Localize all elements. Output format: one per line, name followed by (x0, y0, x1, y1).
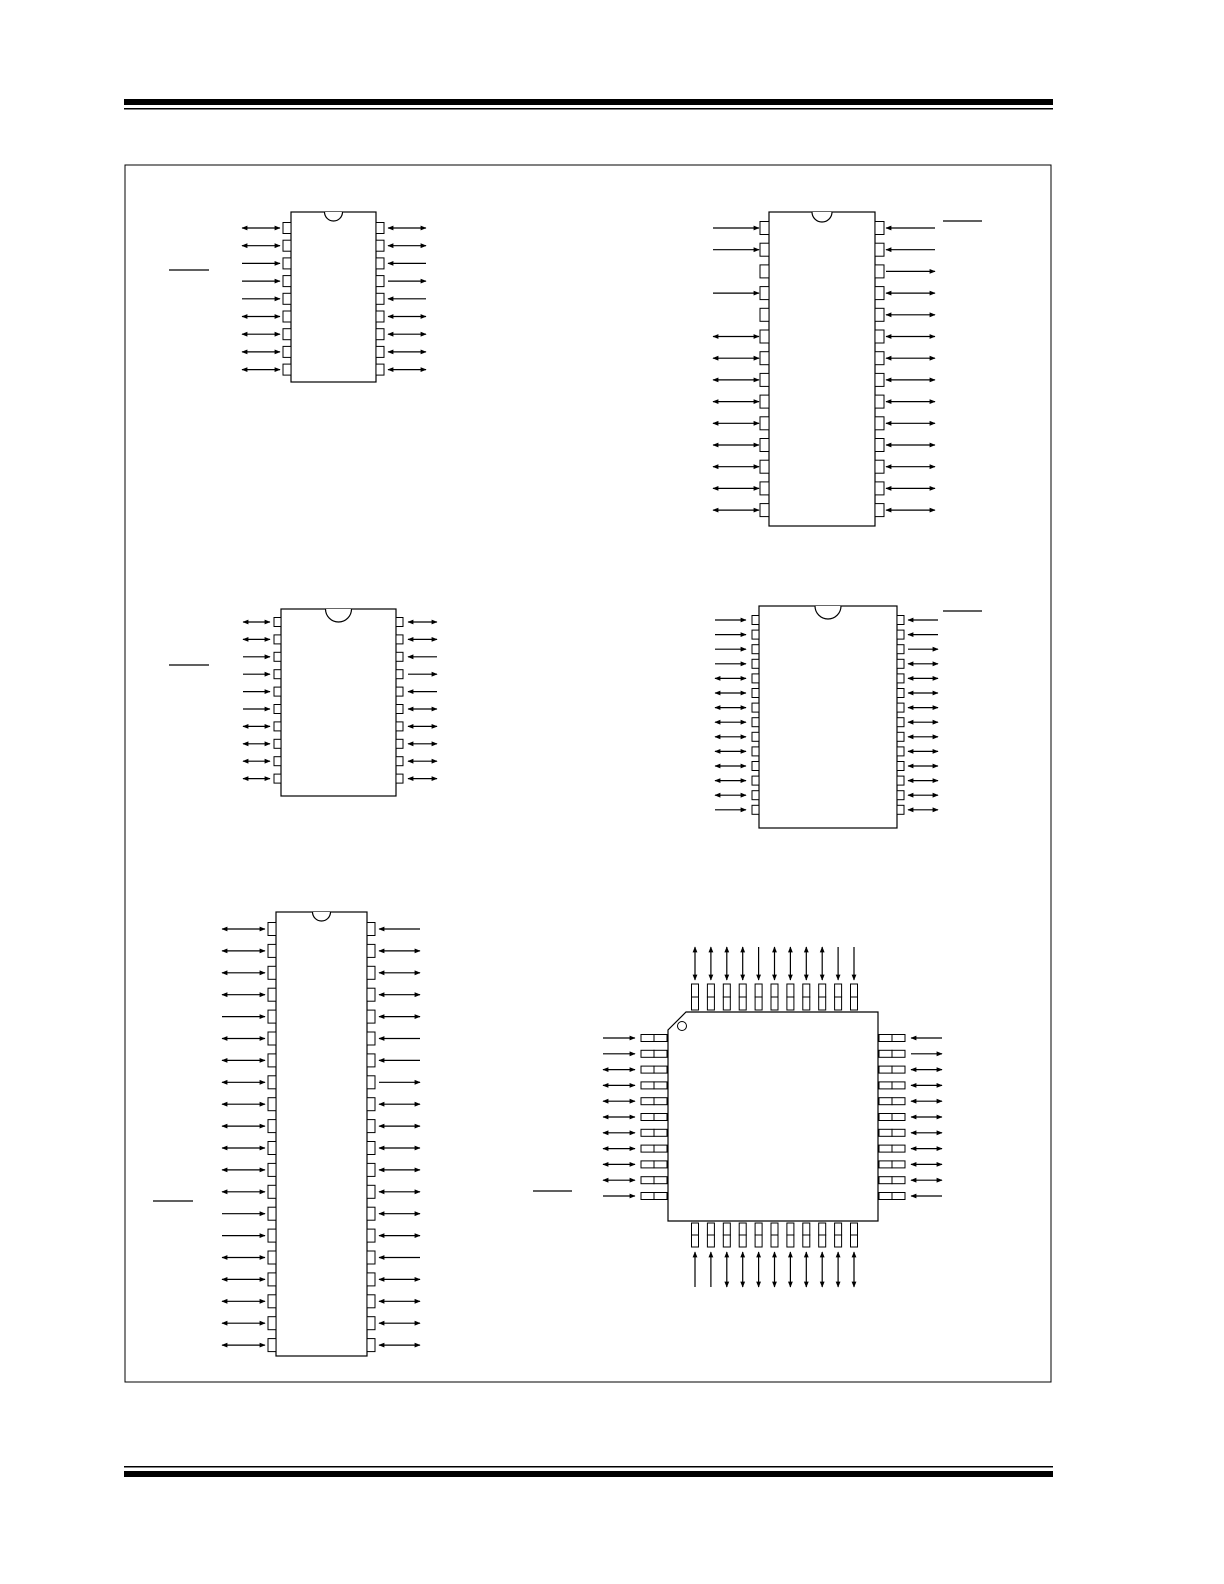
ssop-20-right-pin (396, 635, 403, 644)
ssop-20-right-pin (396, 739, 403, 748)
ssop-20-left-pin (274, 687, 281, 696)
tqfp-44-left-pin (654, 1050, 667, 1057)
dip-40-left-pin (268, 944, 276, 957)
tqfp-44-left-pin (641, 1050, 654, 1057)
tqfp-44-left-pin (654, 1193, 667, 1200)
ssop-28-left-pin (752, 630, 759, 639)
dip-40-package-body (276, 912, 367, 1356)
ssop-20-left-pin (274, 722, 281, 731)
tqfp-44-left-pin (654, 1177, 667, 1184)
dip-40-left-pin (268, 1076, 276, 1089)
dip-18-diagram (169, 212, 426, 382)
dip-28-left-pin (760, 482, 769, 495)
dip-40-left-pin (268, 1273, 276, 1286)
dip-28-right-pin (875, 373, 884, 386)
dip-18-right-pin (376, 240, 384, 251)
dip-40-right-pin (367, 944, 375, 957)
tqfp-44-top-pin (739, 984, 746, 997)
tqfp-44-diagram (533, 947, 942, 1287)
tqfp-44-bottom-pin (692, 1223, 699, 1235)
tqfp-44-right-pin (879, 1035, 892, 1042)
dip-40-right-pin (367, 1339, 375, 1352)
tqfp-44-right-pin (892, 1177, 905, 1184)
dip-28-right-pin (875, 287, 884, 300)
tqfp-44-top-pin (819, 997, 826, 1010)
dip-18-right-pin (376, 364, 384, 375)
tqfp-44-right-pin (892, 1161, 905, 1168)
tqfp-44-package-body (668, 1012, 878, 1221)
dip-18-left-pin (283, 364, 291, 375)
dip-18-left-pin (283, 329, 291, 340)
dip-28-right-pin (875, 395, 884, 408)
ssop-28-right-pin (897, 805, 904, 814)
dip-28-left-pin (760, 308, 769, 321)
tqfp-44-top-pin (787, 997, 794, 1010)
ssop-28-left-pin (752, 762, 759, 771)
header-rule (124, 99, 1053, 110)
dip-40-left-pin (268, 1032, 276, 1045)
tqfp-44-bottom-pin (851, 1223, 858, 1235)
ssop-28-right-pin (897, 659, 904, 668)
tqfp-44-right-pin (892, 1082, 905, 1089)
dip-28-left-pin (760, 330, 769, 343)
tqfp-44-bottom-pin (755, 1235, 762, 1247)
dip-40-diagram (153, 912, 420, 1356)
tqfp-44-bottom-pin (835, 1223, 842, 1235)
ssop-28-left-pin (752, 791, 759, 800)
dip-28-right-pin (875, 308, 884, 321)
dip-28-right-pin (875, 460, 884, 473)
dip-18-left-pin (283, 346, 291, 357)
dip-40-right-pin (367, 1251, 375, 1264)
tqfp-44-bottom-pin (803, 1235, 810, 1247)
tqfp-44-top-pin (803, 997, 810, 1010)
dip-40-left-pin (268, 1295, 276, 1308)
ssop-20-left-pin (274, 705, 281, 714)
dip-40-left-pin (268, 1339, 276, 1352)
dip-28-left-pin (760, 417, 769, 430)
dip-40-left-pin (268, 966, 276, 979)
ssop-20-right-pin (396, 670, 403, 679)
tqfp-44-left-pin (641, 1035, 654, 1042)
dip-40-left-pin (268, 1098, 276, 1111)
tqfp-44-right-pin (879, 1193, 892, 1200)
dip-40-right-pin (367, 1142, 375, 1155)
tqfp-44-top-pin (739, 997, 746, 1010)
ssop-20-left-pin (274, 618, 281, 627)
dip-18-package-body (291, 212, 376, 382)
ssop-20-left-pin (274, 670, 281, 679)
ssop-28-right-pin (897, 630, 904, 639)
ssop-28-right-pin (897, 616, 904, 625)
tqfp-44-bottom-pin (771, 1235, 778, 1247)
dip-28-right-pin (875, 265, 884, 278)
dip-28-right-pin (875, 417, 884, 430)
tqfp-44-left-pin (654, 1035, 667, 1042)
tqfp-44-top-pin (835, 997, 842, 1010)
dip-40-right-pin (367, 1010, 375, 1023)
ssop-28-left-pin (752, 776, 759, 785)
dip-18-left-pin (283, 223, 291, 234)
dip-18-right-pin (376, 293, 384, 304)
tqfp-44-top-pin (819, 984, 826, 997)
dip-18-right-pin (376, 258, 384, 269)
ssop-28-left-pin (752, 616, 759, 625)
tqfp-44-right-pin (892, 1035, 905, 1042)
tqfp-44-left-pin (641, 1145, 654, 1152)
dip-28-right-pin (875, 504, 884, 517)
tqfp-44-top-pin (707, 997, 714, 1010)
dip-40-left-pin (268, 1120, 276, 1133)
ssop-28-left-pin (752, 732, 759, 741)
tqfp-44-bottom-pin (723, 1235, 730, 1247)
dip-18-left-pin (283, 276, 291, 287)
tqfp-44-right-pin (879, 1161, 892, 1168)
ssop-28-left-pin (752, 645, 759, 654)
tqfp-44-right-pin (892, 1098, 905, 1105)
tqfp-44-top-pin (755, 984, 762, 997)
dip-40-right-pin (367, 1032, 375, 1045)
dip-28-package-body (769, 212, 875, 526)
dip-18-left-pin (283, 311, 291, 322)
ssop-28-right-pin (897, 762, 904, 771)
ssop-20-left-pin (274, 739, 281, 748)
tqfp-44-bottom-pin (739, 1223, 746, 1235)
tqfp-44-top-pin (755, 997, 762, 1010)
ssop-20-right-pin (396, 774, 403, 783)
ssop-28-right-pin (897, 674, 904, 683)
tqfp-44-left-pin (654, 1145, 667, 1152)
dip-28-right-pin (875, 439, 884, 452)
ssop-28-right-pin (897, 791, 904, 800)
tqfp-44-bottom-pin (771, 1223, 778, 1235)
tqfp-44-right-pin (879, 1098, 892, 1105)
tqfp-44-top-pin (723, 997, 730, 1010)
dip-18-right-pin (376, 346, 384, 357)
ssop-20-right-pin (396, 757, 403, 766)
ssop-28-left-pin (752, 689, 759, 698)
tqfp-44-bottom-pin (819, 1223, 826, 1235)
tqfp-44-left-pin (641, 1193, 654, 1200)
ssop-28-right-pin (897, 732, 904, 741)
ssop-28-left-pin (752, 805, 759, 814)
tqfp-44-left-pin (654, 1129, 667, 1136)
dip-28-left-pin (760, 265, 769, 278)
dip-40-left-pin (268, 1142, 276, 1155)
tqfp-44-left-pin (654, 1082, 667, 1089)
dip-18-left-pin (283, 293, 291, 304)
tqfp-44-top-pin (787, 984, 794, 997)
tqfp-44-left-pin (654, 1066, 667, 1073)
dip-28-left-pin (760, 243, 769, 256)
ssop-28-left-pin (752, 659, 759, 668)
tqfp-44-left-pin (641, 1066, 654, 1073)
tqfp-44-bottom-pin (851, 1235, 858, 1247)
tqfp-44-bottom-pin (835, 1235, 842, 1247)
tqfp-44-left-pin (641, 1114, 654, 1121)
tqfp-44-left-pin (641, 1161, 654, 1168)
tqfp-44-top-pin (771, 984, 778, 997)
dip-28-left-pin (760, 439, 769, 452)
tqfp-44-right-pin (892, 1129, 905, 1136)
tqfp-44-bottom-pin (707, 1223, 714, 1235)
tqfp-44-right-pin (879, 1177, 892, 1184)
tqfp-44-right-pin (879, 1082, 892, 1089)
tqfp-44-bottom-pin (692, 1235, 699, 1247)
ssop-28-right-pin (897, 645, 904, 654)
dip-28-diagram (713, 212, 982, 526)
ssop-20-left-pin (274, 635, 281, 644)
ssop-28-diagram (715, 606, 982, 828)
tqfp-44-right-pin (892, 1066, 905, 1073)
ssop-20-left-pin (274, 774, 281, 783)
dip-18-left-pin (283, 240, 291, 251)
dip-40-left-pin (268, 1010, 276, 1023)
ssop-20-right-pin (396, 722, 403, 731)
tqfp-44-right-pin (879, 1145, 892, 1152)
ssop-20-right-pin (396, 705, 403, 714)
dip-40-right-pin (367, 1098, 375, 1111)
ssop-20-left-pin (274, 757, 281, 766)
dip-40-left-pin (268, 1185, 276, 1198)
dip-40-right-pin (367, 1076, 375, 1089)
ssop-28-left-pin (752, 747, 759, 756)
dip-18-right-pin (376, 223, 384, 234)
tqfp-44-right-pin (879, 1129, 892, 1136)
ssop-20-right-pin (396, 687, 403, 696)
ssop-28-right-pin (897, 747, 904, 756)
dip-40-right-pin (367, 1185, 375, 1198)
dip-40-left-pin (268, 1207, 276, 1220)
tqfp-44-right-pin (892, 1193, 905, 1200)
package-diagrams (153, 212, 982, 1356)
dip-18-right-pin (376, 329, 384, 340)
dip-28-left-pin (760, 373, 769, 386)
dip-40-right-pin (367, 988, 375, 1001)
dip-40-right-pin (367, 1120, 375, 1133)
footer-rule (124, 1466, 1053, 1477)
tqfp-44-bottom-pin (707, 1235, 714, 1247)
ssop-20-package-body (281, 609, 396, 796)
tqfp-44-bottom-pin (787, 1235, 794, 1247)
tqfp-44-bottom-pin (723, 1223, 730, 1235)
dip-28-right-pin (875, 330, 884, 343)
tqfp-44-right-pin (892, 1114, 905, 1121)
dip-40-right-pin (367, 1207, 375, 1220)
dip-40-left-pin (268, 988, 276, 1001)
ssop-28-left-pin (752, 718, 759, 727)
tqfp-44-bottom-pin (819, 1235, 826, 1247)
dip-40-right-pin (367, 1163, 375, 1176)
dip-40-left-pin (268, 1251, 276, 1264)
tqfp-44-left-pin (641, 1129, 654, 1136)
dip-40-right-pin (367, 1229, 375, 1242)
dip-40-right-pin (367, 1295, 375, 1308)
dip-28-right-pin (875, 243, 884, 256)
tqfp-44-top-pin (692, 984, 699, 997)
dip-18-right-pin (376, 311, 384, 322)
dip-28-left-pin (760, 222, 769, 235)
tqfp-44-top-pin (723, 984, 730, 997)
ssop-28-left-pin (752, 674, 759, 683)
figure-frame (125, 165, 1051, 1382)
dip-40-right-pin (367, 923, 375, 936)
dip-40-right-pin (367, 1317, 375, 1330)
ssop-28-right-pin (897, 689, 904, 698)
dip-40-right-pin (367, 966, 375, 979)
ssop-28-right-pin (897, 703, 904, 712)
dip-40-left-pin (268, 1229, 276, 1242)
tqfp-44-right-pin (879, 1066, 892, 1073)
tqfp-44-left-pin (654, 1098, 667, 1105)
ssop-28-right-pin (897, 776, 904, 785)
ssop-20-diagram (169, 609, 437, 796)
dip-28-right-pin (875, 352, 884, 365)
tqfp-44-top-pin (803, 984, 810, 997)
tqfp-44-left-pin (641, 1098, 654, 1105)
tqfp-44-top-pin (771, 997, 778, 1010)
dip-40-right-pin (367, 1054, 375, 1067)
dip-18-right-pin (376, 276, 384, 287)
dip-40-left-pin (268, 1054, 276, 1067)
tqfp-44-top-pin (851, 984, 858, 997)
tqfp-44-top-pin (835, 984, 842, 997)
tqfp-44-left-pin (641, 1082, 654, 1089)
tqfp-44-top-pin (707, 984, 714, 997)
dip-18-left-pin (283, 258, 291, 269)
tqfp-44-right-pin (879, 1050, 892, 1057)
dip-28-left-pin (760, 460, 769, 473)
ssop-20-right-pin (396, 618, 403, 627)
dip-28-left-pin (760, 395, 769, 408)
dip-28-right-pin (875, 222, 884, 235)
dip-28-left-pin (760, 352, 769, 365)
tqfp-44-left-pin (654, 1161, 667, 1168)
dip-28-left-pin (760, 287, 769, 300)
dip-40-left-pin (268, 1317, 276, 1330)
tqfp-44-left-pin (654, 1114, 667, 1121)
tqfp-44-top-pin (851, 997, 858, 1010)
tqfp-44-pin1-dot (678, 1022, 687, 1031)
ssop-20-right-pin (396, 652, 403, 661)
tqfp-44-bottom-pin (803, 1223, 810, 1235)
ssop-20-left-pin (274, 652, 281, 661)
tqfp-44-top-pin (692, 997, 699, 1010)
ssop-28-left-pin (752, 703, 759, 712)
tqfp-44-bottom-pin (787, 1223, 794, 1235)
tqfp-44-left-pin (641, 1177, 654, 1184)
ssop-28-right-pin (897, 718, 904, 727)
dip-28-right-pin (875, 482, 884, 495)
tqfp-44-right-pin (892, 1145, 905, 1152)
tqfp-44-right-pin (879, 1114, 892, 1121)
tqfp-44-right-pin (892, 1050, 905, 1057)
tqfp-44-bottom-pin (755, 1223, 762, 1235)
dip-40-left-pin (268, 1163, 276, 1176)
tqfp-44-bottom-pin (739, 1235, 746, 1247)
dip-28-left-pin (760, 504, 769, 517)
ssop-28-package-body (759, 606, 897, 828)
dip-40-left-pin (268, 923, 276, 936)
dip-40-right-pin (367, 1273, 375, 1286)
